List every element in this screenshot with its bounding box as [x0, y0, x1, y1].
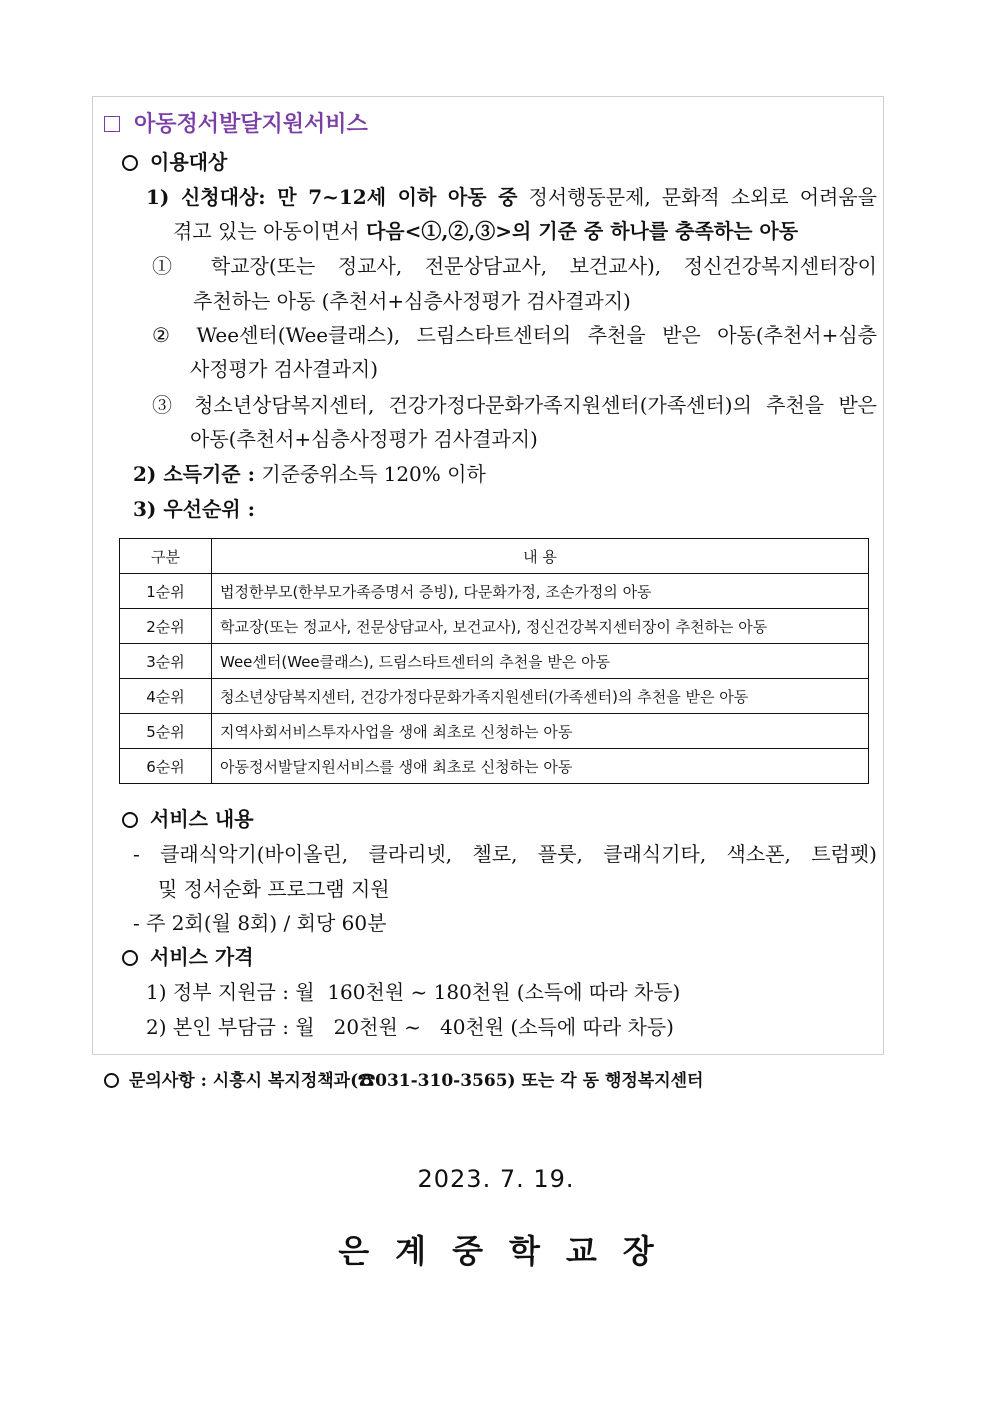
price-item-1: 1) 정부 지원금 : 월 160천원 ~ 180천원 (소득에 따라 차등): [146, 980, 681, 1004]
table-header-cell: 구분: [120, 539, 212, 574]
section-title-text: 아동정서발달지원서비스: [134, 112, 368, 137]
content-cell: 지역사회서비스투자사업을 생애 최초로 신청하는 아동: [212, 714, 869, 749]
priority-table: [119, 538, 869, 784]
criteria-1-line-1: ① 학교장(또는 정교사, 전문상담교사, 보건교사), 정신건강복지센터장이: [152, 254, 877, 278]
rank-cell: 1순위: [120, 574, 212, 609]
signature: 은계중학교장: [338, 1232, 680, 1270]
content-cell: 법정한부모(한부모가족증명서 증빙), 다문화가정, 조손가정의 아동: [212, 574, 869, 609]
service-heading: 서비스 내용: [122, 806, 254, 832]
rank-cell: 3순위: [120, 644, 212, 679]
table-row: [120, 644, 869, 679]
table-header-cell: 내 용: [212, 539, 869, 574]
content-cell: 학교장(또는 정교사, 전문상담교사, 보건교사), 정신건강복지센터장이 추천하는 아동: [212, 609, 869, 644]
table-row: [120, 609, 869, 644]
circle-bullet-icon: [122, 812, 138, 828]
criteria-2-line-2: 사정평가 검사결과지): [190, 357, 379, 381]
table-row: [120, 714, 869, 749]
criteria-1-line-2: 추천하는 아동 (추천서+심층사정평가 검사결과지): [193, 289, 631, 313]
inquiry-line: 문의사항 : 시흥시 복지정책과(☎031-310-3565) 또는 각 동 행정복지센터: [104, 1068, 703, 1094]
criteria-3-line-2: 아동(추천서+심층사정평가 검사결과지): [190, 427, 538, 451]
rank-cell: 2순위: [120, 609, 212, 644]
target-heading: 이용대상: [122, 149, 227, 175]
table-row: [120, 679, 869, 714]
priority-label: 3) 우선순위 :: [133, 497, 255, 521]
table-row: [120, 574, 869, 609]
rank-cell: 6순위: [120, 749, 212, 784]
content-cell: 청소년상담복지센터, 건강가정다문화가족지원센터(가족센터)의 추천을 받은 아동: [212, 679, 869, 714]
income-line: 2) 소득기준 : 기준중위소득 120% 이하: [133, 462, 486, 486]
square-bullet-icon: [104, 116, 120, 132]
circle-bullet-icon: [122, 155, 138, 171]
section-title: [104, 112, 368, 138]
content-cell: 아동정서발달지원서비스를 생애 최초로 신청하는 아동: [212, 749, 869, 784]
table-row: [120, 749, 869, 784]
price-heading: 서비스 가격: [122, 944, 254, 970]
service-item-1-line-1: - 클래식악기(바이올린, 클라리넷, 첼로, 플룻, 클래식기타, 색소폰, 트럼펫): [133, 842, 877, 866]
criteria-3-line-1: ③ 청소년상담복지센터, 건강가정다문화가족지원센터(가족센터)의 추천을 받은: [152, 393, 877, 417]
rank-cell: 4순위: [120, 679, 212, 714]
apply-line-2: 겪고 있는 아동이면서 다음<①,②,③>의 기준 중 하나를 충족하는 아동: [173, 219, 799, 243]
circle-bullet-icon: [122, 950, 138, 966]
service-item-1-line-2: 및 정서순화 프로그램 지원: [158, 877, 390, 901]
circle-bullet-icon: [104, 1073, 119, 1088]
document-date: 2023. 7. 19.: [417, 1165, 575, 1193]
price-item-2: 2) 본인 부담금 : 월 20천원 ~ 40천원 (소득에 따라 차등): [146, 1015, 674, 1039]
service-item-2: - 주 2회(월 8회) / 회당 60분: [133, 911, 387, 935]
criteria-2-line-1: ② Wee센터(Wee클래스), 드림스타트센터의 추천을 받은 아동(추천서+심층: [152, 323, 877, 347]
content-cell: Wee센터(Wee클래스), 드림스타트센터의 추천을 받은 아동: [212, 644, 869, 679]
apply-line-1: 1) 신청대상: 만 7~12세 이하 아동 중 정서행동문제, 문화적 소외로 어려움을: [146, 185, 877, 209]
table-header-row: [120, 539, 869, 574]
rank-cell: 5순위: [120, 714, 212, 749]
